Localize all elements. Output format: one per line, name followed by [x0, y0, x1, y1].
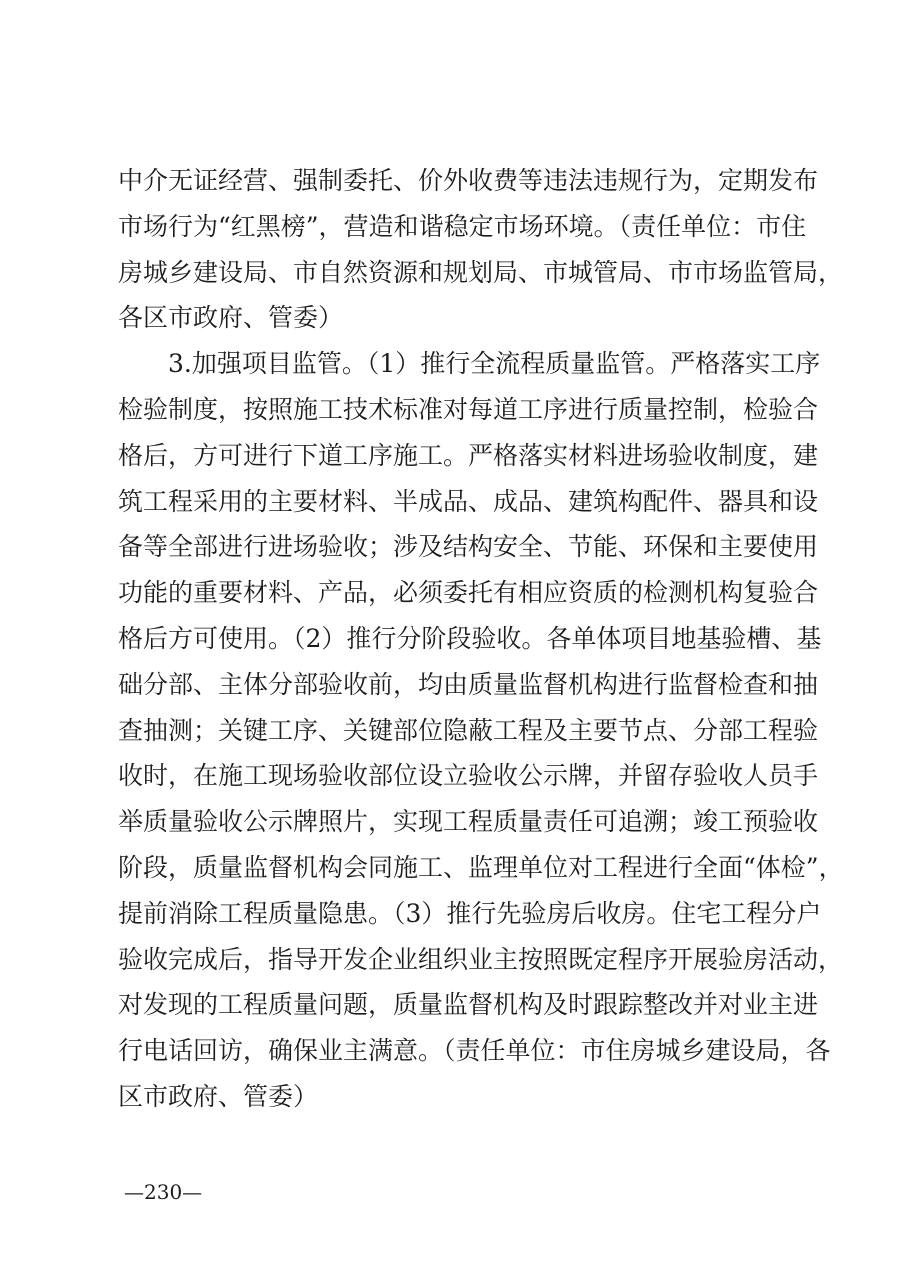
text-line: 对发现的工程质量问题，质量监督机构及时跟踪整改并对业主进: [118, 990, 819, 1020]
text-line: 格后，方可进行下道工序施工。严格落实材料进场验收制度，建: [118, 440, 819, 470]
text-line: 市场行为“红黑榜”，营造和谐稳定市场环境。（责任单位：市住: [118, 211, 807, 241]
text-line: 中介无证经营、强制委托、价外收费等违法违规行为，定期发布: [118, 166, 819, 195]
text-line: 查抽测；关键工序、关键部位隐蔽工程及主要节点、分部工程验: [118, 715, 819, 745]
text-line: 筑工程采用的主要材料、半成品、成品、建筑构配件、器具和设: [118, 486, 819, 516]
text-line: 备等全部进行进场验收；涉及结构安全、节能、环保和主要使用: [118, 532, 819, 562]
text-line: 功能的重要材料、产品，必须委托有相应资质的检测机构复验合: [118, 578, 819, 608]
text-line: 行电话回访，确保业主满意。（责任单位：市住房城乡建设局，各: [118, 1036, 831, 1066]
text-line: 格后方可使用。（2）推行分阶段验收。各单体项目地基验槽、基: [118, 623, 822, 653]
text-line: 举质量验收公示牌照片，实现工程质量责任可追溯；竣工预验收: [118, 807, 819, 837]
text-line: 区市政府、管委）: [118, 1081, 319, 1111]
text-line: 础分部、主体分部验收前，均由质量监督机构进行监督检查和抽: [118, 669, 819, 699]
text-line: 房城乡建设局、市自然资源和规划局、市城管局、市市场监管局，: [118, 257, 844, 287]
text-line: 阶段，质量监督机构会同施工、监理单位对工程进行全面“体检”，: [118, 852, 844, 882]
text-line: 检验制度，按照施工技术标准对每道工序进行质量控制，检验合: [118, 394, 819, 424]
text-line: 收时，在施工现场验收部位设立验收公示牌，并留存验收人员手: [118, 761, 819, 791]
text-line: 各区市政府、管委）: [118, 303, 344, 333]
text-line: 验收完成后，指导开发企业组织业主按照既定程序开展验房活动，: [118, 944, 844, 974]
page-number: —230—: [124, 1180, 203, 1204]
section-heading-line: 3.加强项目监管。（1）推行全流程质量监管。严格落实工序: [168, 349, 821, 379]
body-text: [118, 158, 844, 1120]
text-line: 提前消除工程质量隐患。（3）推行先验房后收房。住宅工程分户: [118, 898, 822, 928]
